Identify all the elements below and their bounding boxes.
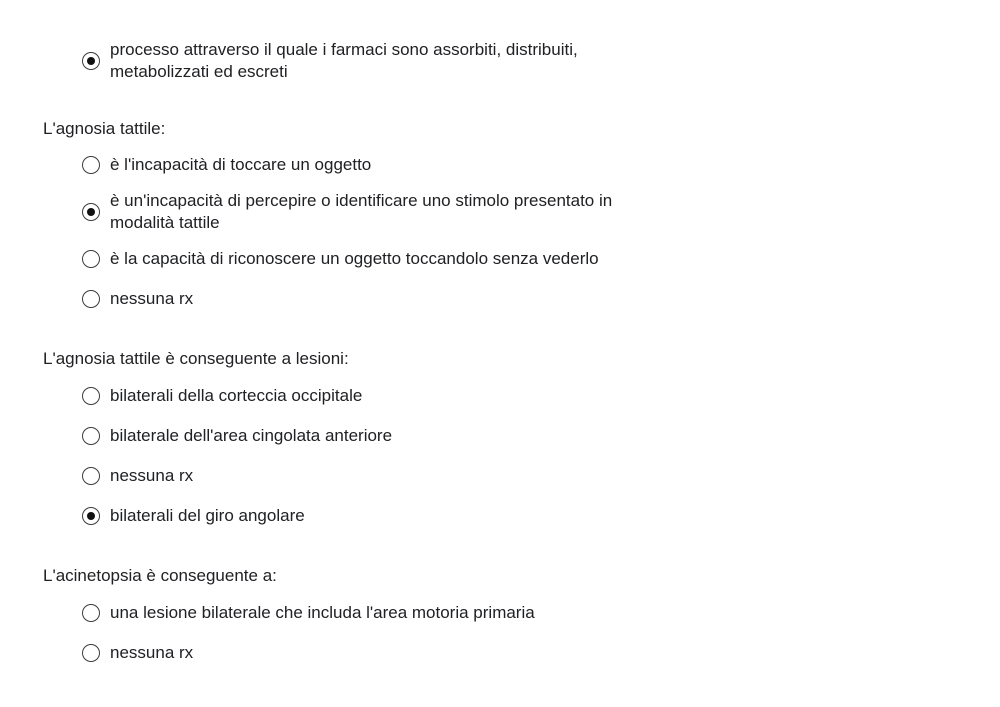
option-label: bilaterali della corteccia occipitale bbox=[110, 386, 363, 405]
answer-option[interactable] bbox=[82, 248, 702, 270]
option-label: è la capacità di riconoscere un oggetto toccandolo senza vederlo bbox=[110, 249, 599, 268]
option-label: nessuna rx bbox=[110, 289, 194, 308]
radio-button[interactable] bbox=[82, 604, 100, 622]
option-label: è un'incapacità di percepire o identificare uno stimolo presentato in modalità tattile bbox=[110, 191, 613, 232]
question-text: L'acinetopsia è conseguente a: bbox=[43, 566, 277, 585]
question-text: L'agnosia tattile: bbox=[43, 119, 166, 138]
radio-button[interactable] bbox=[82, 644, 100, 662]
radio-button-selected[interactable] bbox=[82, 203, 100, 221]
answer-option[interactable] bbox=[82, 154, 702, 176]
option-label: nessuna rx bbox=[110, 643, 194, 662]
option-label: una lesione bilaterale che includa l'area motoria primaria bbox=[110, 603, 535, 622]
option-label: processo attraverso il quale i farmaci sono assorbiti, distribuiti, metabolizzati ed escreti bbox=[110, 40, 578, 81]
answer-option[interactable] bbox=[82, 465, 702, 487]
answer-option[interactable] bbox=[82, 385, 702, 407]
answer-option[interactable] bbox=[82, 642, 702, 664]
radio-button[interactable] bbox=[82, 427, 100, 445]
answer-option[interactable] bbox=[82, 39, 702, 83]
answer-option[interactable] bbox=[82, 602, 702, 624]
option-label: è l'incapacità di toccare un oggetto bbox=[110, 155, 372, 174]
option-label: nessuna rx bbox=[110, 466, 194, 485]
radio-button[interactable] bbox=[82, 156, 100, 174]
answer-option[interactable] bbox=[82, 288, 702, 310]
radio-button[interactable] bbox=[82, 467, 100, 485]
question-text: L'agnosia tattile è conseguente a lesioni: bbox=[43, 349, 349, 368]
radio-button[interactable] bbox=[82, 290, 100, 308]
radio-button-selected[interactable] bbox=[82, 507, 100, 525]
answer-option[interactable] bbox=[82, 190, 702, 234]
radio-button[interactable] bbox=[82, 387, 100, 405]
radio-button-selected[interactable] bbox=[82, 52, 100, 70]
radio-button[interactable] bbox=[82, 250, 100, 268]
option-label: bilaterale dell'area cingolata anteriore bbox=[110, 426, 393, 445]
answer-option[interactable] bbox=[82, 425, 702, 447]
answer-option[interactable] bbox=[82, 505, 702, 527]
option-label: bilaterali del giro angolare bbox=[110, 506, 305, 525]
